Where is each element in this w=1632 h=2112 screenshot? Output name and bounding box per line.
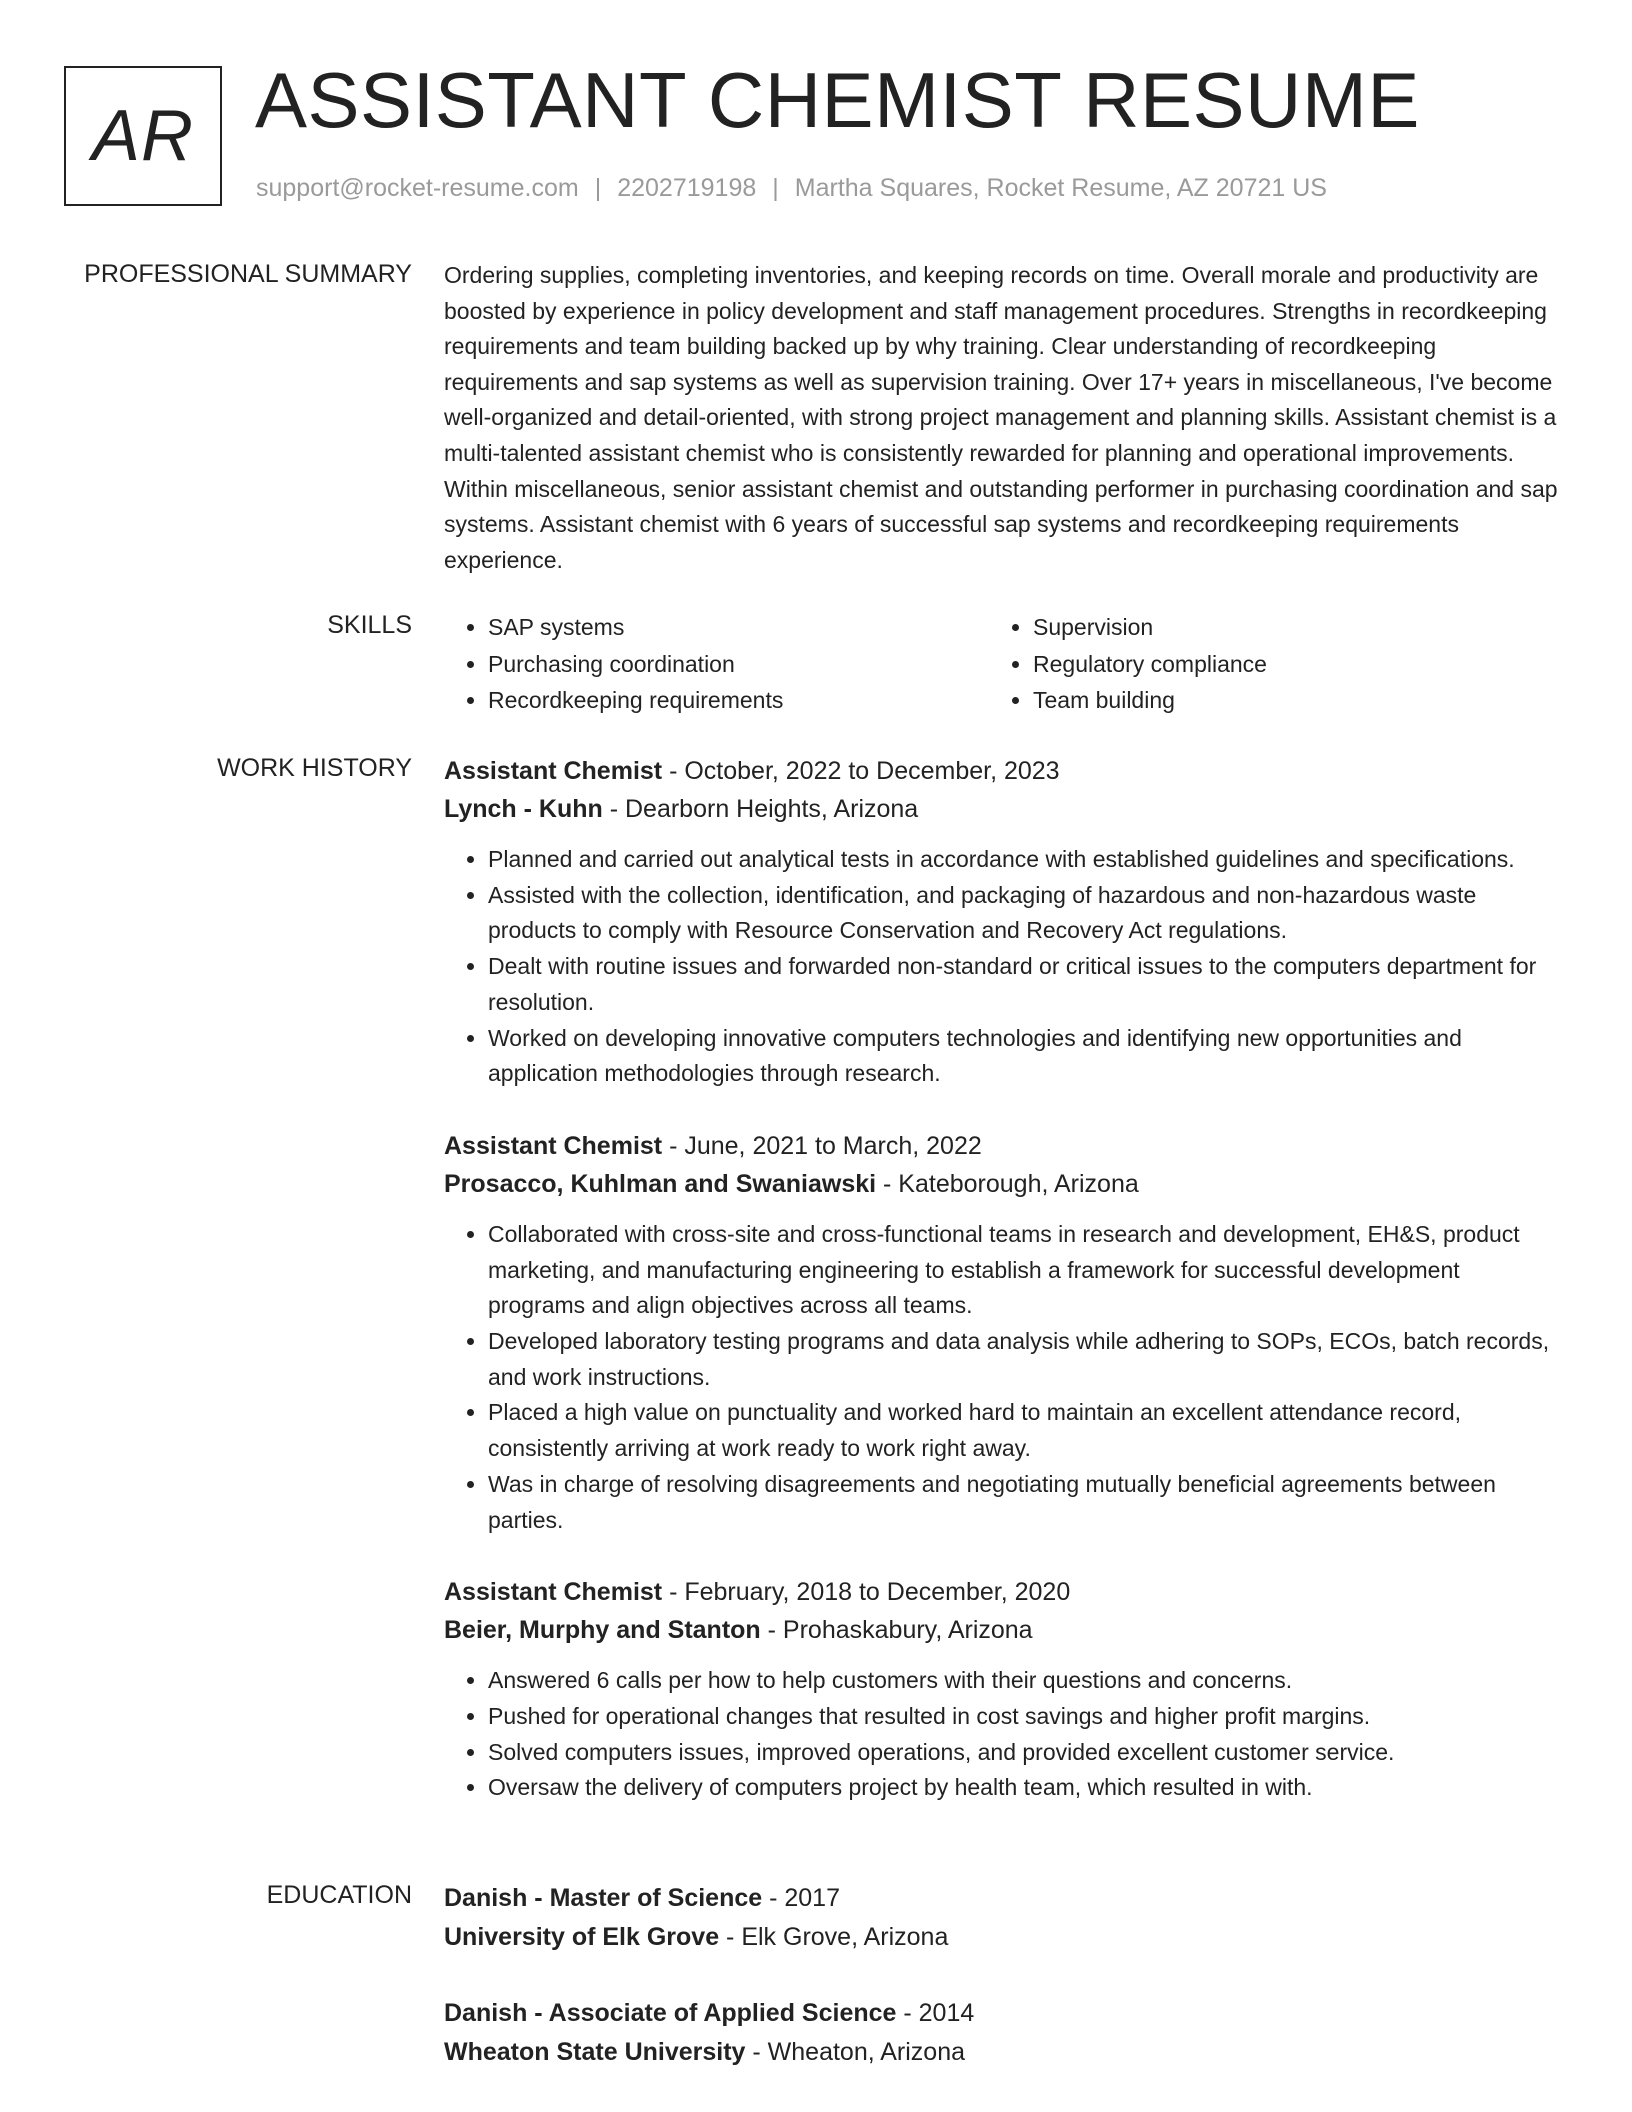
section-label-work-history: WORK HISTORY xyxy=(217,754,412,782)
work-history-list xyxy=(444,752,1559,1841)
job-bullets xyxy=(444,1663,1559,1806)
job-bullet: • Planned and carried out analytical tests in accordance with established guidelines and specifications. xyxy=(488,842,1559,878)
skill-item: • Recordkeeping requirements xyxy=(488,682,989,719)
job-title: Assistant Chemist xyxy=(444,1578,663,1607)
job-bullet: • Assisted with the collection, identification, and packaging of hazardous and non-hazardous waste products to comply with Resource Conservation and Recovery Act regulations. xyxy=(488,878,1559,949)
degree: Danish - Associate of Applied Science xyxy=(444,1999,897,2027)
job-entry xyxy=(444,752,1559,1092)
job-bullet: • Collaborated with cross-site and cross-functional teams in research and development, EH&S, product marketing, and manufacturing engineering to establish a framework for successful development programs and align objectives across all teams. xyxy=(488,1217,1559,1324)
degree-year: - 2017 xyxy=(762,1884,840,1912)
section-label-education: EDUCATION xyxy=(266,1881,412,1909)
job-bullet: • Worked on developing innovative computers technologies and identifying new opportunities and application methodologies through research. xyxy=(488,1021,1559,1092)
job-company-line xyxy=(444,1165,1559,1203)
job-dates: - February, 2018 to December, 2020 xyxy=(662,1578,1071,1607)
job-entry xyxy=(444,1573,1559,1806)
school-line xyxy=(444,1918,1559,1957)
skill-item: • Regulatory compliance xyxy=(1033,646,1534,683)
job-company: Beier, Murphy and Stanton xyxy=(444,1616,761,1645)
education-entry xyxy=(444,1994,1559,2072)
job-bullets xyxy=(444,1217,1559,1538)
job-bullet: • Developed laboratory testing programs and data analysis while adhering to SOPs, ECOs, batch records, and work instructions. xyxy=(488,1324,1559,1395)
school-location: - Wheaton, Arizona xyxy=(745,2038,966,2066)
job-title-line xyxy=(444,1127,1559,1165)
job-company: Prosacco, Kuhlman and Swaniawski xyxy=(444,1169,877,1198)
contact-separator: | xyxy=(594,174,602,202)
education-list xyxy=(444,1879,1559,2109)
resume-title: ASSISTANT CHEMIST RESUME xyxy=(255,56,1420,144)
job-title: Assistant Chemist xyxy=(444,757,663,785)
job-title-line xyxy=(444,1573,1559,1611)
school-location: - Elk Grove, Arizona xyxy=(719,1923,949,1951)
contact-phone[interactable]: 2202719198 xyxy=(617,174,757,202)
skills-column-2 xyxy=(989,609,1534,719)
job-company-line xyxy=(444,1611,1559,1649)
job-bullet: • Dealt with routine issues and forwarded non-standard or critical issues to the computers department for resolution. xyxy=(488,949,1559,1020)
job-location: - Prohaskabury, Arizona xyxy=(760,1616,1033,1645)
skill-item: • Team building xyxy=(1033,682,1534,719)
job-dates: - October, 2022 to December, 2023 xyxy=(662,757,1060,785)
job-title: Assistant Chemist xyxy=(444,1131,663,1160)
degree-year: - 2014 xyxy=(896,1999,975,2027)
job-company-line xyxy=(444,790,1559,828)
job-title-line xyxy=(444,752,1559,790)
job-bullet: • Was in charge of resolving disagreements and negotiating mutually beneficial agreements between parties. xyxy=(488,1467,1559,1538)
monogram-logo: AR xyxy=(64,66,222,206)
job-dates: - June, 2021 to March, 2022 xyxy=(662,1131,982,1160)
degree-line xyxy=(444,1994,1559,2033)
education-entry xyxy=(444,1879,1559,1957)
degree: Danish - Master of Science xyxy=(444,1884,763,1912)
skill-item: • SAP systems xyxy=(488,609,989,646)
job-location: - Kateborough, Arizona xyxy=(876,1169,1139,1198)
skills-list xyxy=(444,609,1559,719)
contact-line xyxy=(256,174,1327,203)
school: Wheaton State University xyxy=(444,2038,746,2066)
school-line xyxy=(444,2033,1559,2072)
school: University of Elk Grove xyxy=(444,1923,720,1951)
summary-text: Ordering supplies, completing inventories, and keeping records on time. Overall morale and productivity are boosted by experience in policy development and staff management procedures. Strengths in recordkeeping requirements and team building backed up by why training. Clear understanding of recordkeeping requirements and sap systems as well as supervision training. Over 17+ years in miscellaneous, I've become well-organized and detail-oriented, with strong project management and planning skills. Assistant chemist is a multi-talented assistant chemist who is consistently rewarded for planning and operational improvements. Within miscellaneous, senior assistant chemist and outstanding performer in purchasing coordination and sap systems. Assistant chemist with 6 years of successful sap systems and recordkeeping requirements experience. xyxy=(444,262,1558,573)
contact-separator: | xyxy=(772,174,779,202)
job-bullet: • Pushed for operational changes that resulted in cost savings and higher profit margins. xyxy=(488,1699,1559,1735)
job-bullets xyxy=(444,842,1559,1092)
skill-item: • Supervision xyxy=(1033,609,1534,646)
job-location: - Dearborn Heights, Arizona xyxy=(602,795,919,823)
degree-line xyxy=(444,1879,1559,1918)
contact-email[interactable]: support@rocket-resume.com xyxy=(256,174,579,202)
contact-address: Martha Squares, Rocket Resume, AZ 20721 US xyxy=(794,174,1327,202)
section-label-summary: PROFESSIONAL SUMMARY xyxy=(84,260,412,288)
skills-column-1 xyxy=(444,609,989,719)
section-label-skills: SKILLS xyxy=(327,611,412,639)
job-entry xyxy=(444,1127,1559,1538)
job-bullet: • Oversaw the delivery of computers project by health team, which resulted in with. xyxy=(488,1770,1559,1806)
job-bullet: • Answered 6 calls per how to help customers with their questions and concerns. xyxy=(488,1663,1559,1699)
job-bullet: • Solved computers issues, improved operations, and provided excellent customer service. xyxy=(488,1735,1559,1771)
skill-item: • Purchasing coordination xyxy=(488,646,989,683)
job-company: Lynch - Kuhn xyxy=(444,795,603,823)
job-bullet: • Placed a high value on punctuality and worked hard to maintain an excellent attendance record, consistently arriving at work ready to work right away. xyxy=(488,1395,1559,1466)
